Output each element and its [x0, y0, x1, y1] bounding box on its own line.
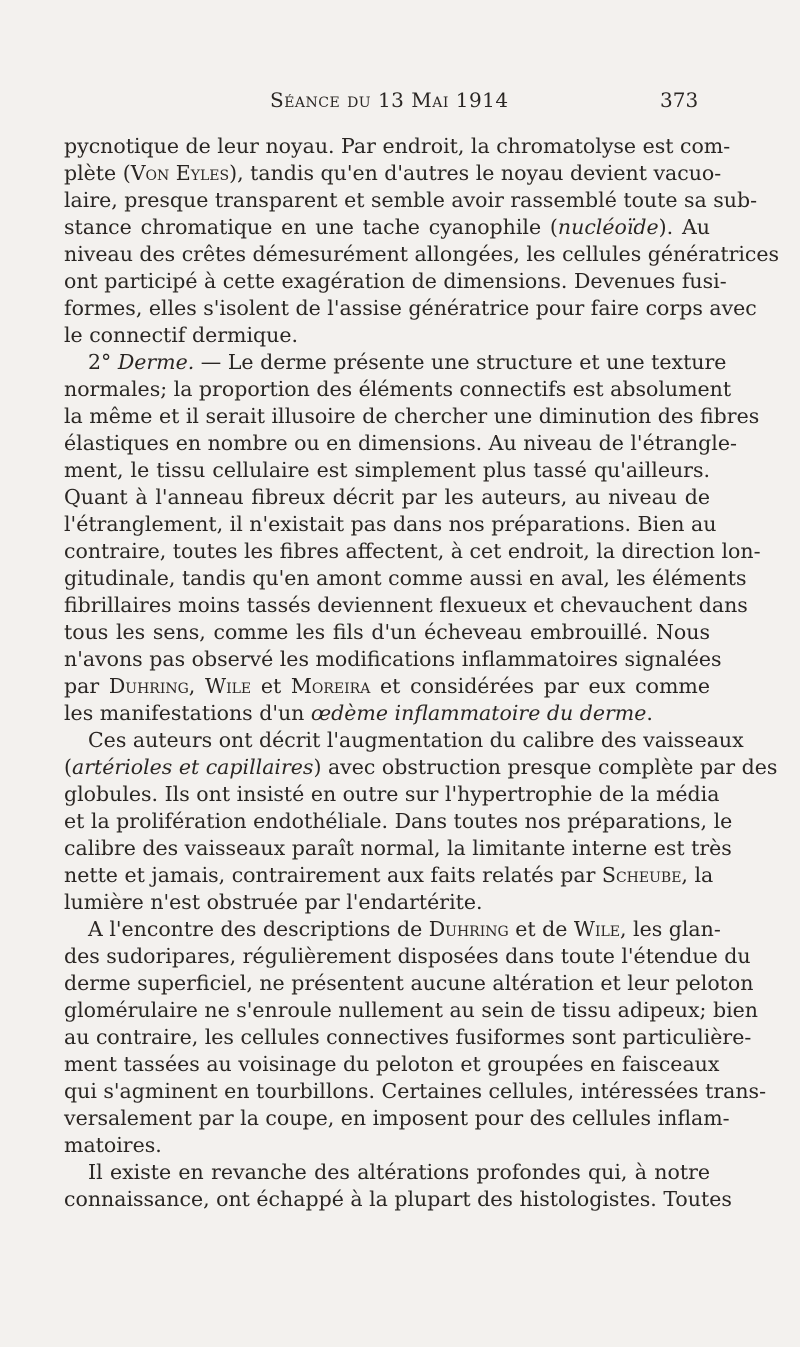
text-line: nette et jamais, contrairement aux faits relatés par Scheube, la — [64, 863, 714, 887]
text-line: globules. Ils ont insisté en outre sur l'hypertrophie de la média — [64, 782, 720, 806]
text-line: stance chromatique en une tache cyanophile (nucléoïde). Au — [64, 215, 710, 239]
text-line: versalement par la coupe, en imposent pour des cellules inflam- — [64, 1106, 730, 1130]
text-line: A l'encontre des descriptions de Duhring et de Wile, les glan- — [88, 917, 721, 941]
text-line: et la prolifération endothéliale. Dans toutes nos préparations, le — [64, 809, 733, 833]
author-name: Scheube — [601, 863, 682, 887]
text-line: Ces auteurs ont décrit l'augmentation du calibre des vaisseaux — [88, 728, 744, 752]
text-line: l'étranglement, il n'existait pas dans nos préparations. Bien au — [64, 512, 717, 536]
author-name: Moreira — [290, 674, 371, 698]
text-line: Quant à l'anneau fibreux décrit par les auteurs, au niveau de — [64, 485, 710, 509]
text-line: lumière n'est obstruée par l'endartérite. — [64, 890, 483, 914]
italic-term: nucléoïde — [557, 215, 659, 239]
text-line: laire, presque transparent et semble avoir rassemblé toute sa sub- — [64, 188, 758, 212]
running-title: Séance du 13 Mai 1914 — [270, 88, 509, 112]
text-line: qui s'agminent en tourbillons. Certaines cellules, intéressées trans- — [64, 1079, 766, 1103]
text-line: le connectif dermique. — [64, 323, 298, 347]
text-line: ment tassées au voisinage du peloton et groupées en faisceaux — [64, 1052, 720, 1076]
author-name: Duhring — [428, 917, 509, 941]
page-header — [0, 88, 800, 118]
text-line: glomérulaire ne s'enroule nullement au sein de tissu adipeux; bien — [64, 998, 758, 1022]
text-line: fibrillaires moins tassés deviennent flexueux et chevauchent dans — [64, 593, 748, 617]
text-line: ment, le tissu cellulaire est simplement plus tassé qu'ailleurs. — [64, 458, 710, 482]
text-line: tous les sens, comme les fils d'un écheveau embrouillé. Nous — [64, 620, 710, 644]
text-line: Il existe en revanche des altérations profondes qui, à notre — [88, 1160, 710, 1184]
text-line: formes, elles s'isolent de l'assise génératrice pour faire corps avec — [64, 296, 757, 320]
author-name: Wile — [205, 674, 252, 698]
text-line: contraire, toutes les fibres affectent, à cet endroit, la direction lon- — [64, 539, 761, 563]
text-line: 2° Derme. — Le derme présente une structure et une texture — [88, 350, 727, 374]
text-line: connaissance, ont échappé à la plupart des histologistes. Toutes — [64, 1187, 732, 1211]
section-heading: Derme. — [117, 350, 195, 374]
text-line: par Duhring, Wile et Moreira et considérées par eux comme — [64, 674, 710, 698]
text-line: ont participé à cette exagération de dimensions. Devenues fusi- — [64, 269, 727, 293]
author-name: Wile — [573, 917, 620, 941]
author-name: Von Eyles — [130, 161, 230, 185]
italic-term: œdème inflammatoire du derme — [310, 701, 647, 725]
text-line: pycnotique de leur noyau. Par endroit, la chromatolyse est com- — [64, 134, 731, 158]
text-line: la même et il serait illusoire de chercher une diminution des fibres — [64, 404, 760, 428]
author-name: Duhring — [108, 674, 189, 698]
text-line: les manifestations d'un œdème inflammatoire du derme. — [64, 701, 653, 725]
text-line: n'avons pas observé les modifications inflammatoires signalées — [64, 647, 722, 671]
text-line: plète (Von Eyles), tandis qu'en d'autres le noyau devient vacuo- — [64, 161, 722, 185]
text-line: des sudoripares, régulièrement disposées dans toute l'étendue du — [64, 944, 751, 968]
body-text — [64, 133, 780, 1213]
text-line: matoires. — [64, 1133, 162, 1157]
text-line: gitudinale, tandis qu'en amont comme aussi en aval, les éléments — [64, 566, 747, 590]
text-line: derme superficiel, ne présentent aucune altération et leur peloton — [64, 971, 754, 995]
text-line: au contraire, les cellules connectives fusiformes sont particulière- — [64, 1025, 752, 1049]
page-number: 373 — [660, 88, 699, 112]
text-line: élastiques en nombre ou en dimensions. Au niveau de l'étrangle- — [64, 431, 737, 455]
text-line: (artérioles et capillaires) avec obstruction presque complète par des — [64, 755, 778, 779]
text-line: normales; la proportion des éléments connectifs est absolument — [64, 377, 732, 401]
text-line: calibre des vaisseaux paraît normal, la limitante interne est très — [64, 836, 732, 860]
italic-term: artérioles et capillaires — [72, 755, 314, 779]
text-line: niveau des crêtes démesurément allongées, les cellules génératrices — [64, 242, 780, 266]
